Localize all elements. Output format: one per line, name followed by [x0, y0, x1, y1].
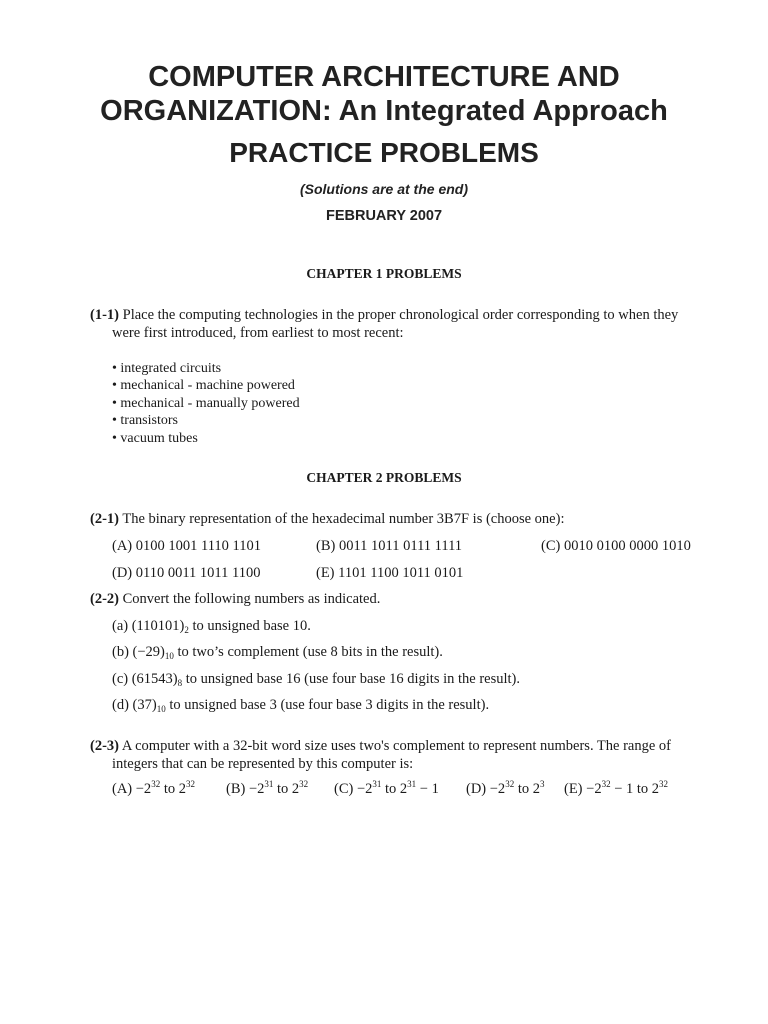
option-text: − 1 [416, 781, 439, 797]
choice-b: (B) 0011 1011 0111 1111 [316, 538, 463, 554]
subproblem-d [112, 696, 489, 714]
range-option-e [564, 780, 668, 798]
chapter-1-heading: CHAPTER 1 PROBLEMS [306, 266, 462, 281]
problem-2-3-text-cont: integers that can be represented by this computer is: [112, 756, 414, 772]
problem-text: A computer with a 32-bit word size uses two's complement to represent numbers. The range of [119, 738, 672, 754]
option-text: (A) −2 [112, 781, 152, 797]
problem-1-1 [90, 306, 678, 324]
option-text: − 1 to 2 [610, 781, 660, 797]
choice-c: (C) 0010 0100 0000 1010 [541, 538, 691, 554]
chapter-2-heading: CHAPTER 2 PROBLEMS [306, 470, 462, 485]
range-option-a [112, 780, 195, 798]
option-text: (B) −2 [226, 781, 265, 797]
list-item: • mechanical - machine powered [112, 378, 295, 393]
subproblem-a [112, 617, 311, 635]
document-subtitle: (Solutions are at the end) [299, 181, 468, 197]
option-text: to 2 [273, 781, 300, 797]
exponent: 31 [407, 779, 417, 789]
subproblem-text: (d) (37) [112, 697, 157, 713]
problem-number: (2-3) [90, 738, 119, 754]
problem-text: The binary representation of the hexadecimal number 3B7F is (choose one): [119, 511, 565, 527]
exponent: 32 [185, 779, 195, 789]
base-subscript: 10 [164, 651, 174, 661]
range-option-d [466, 780, 544, 798]
list-item: • mechanical - manually powered [112, 396, 300, 411]
exponent: 3 [539, 779, 545, 789]
problem-number: (2-2) [90, 591, 119, 607]
problem-2-3 [90, 737, 671, 755]
problem-text: Place the computing technologies in the proper chronological order corresponding to when they [119, 307, 679, 323]
subproblem-text: to unsigned base 3 (use four base 3 digits in the result). [165, 697, 490, 713]
option-text: to 2 [514, 781, 540, 797]
subproblem-text: (a) (110101) [112, 618, 185, 634]
base-subscript: 2 [184, 625, 189, 635]
exponent: 32 [659, 779, 669, 789]
problem-2-2 [90, 590, 380, 608]
subproblem-text: to two’s complement (use 8 bits in the result). [173, 644, 443, 660]
document-date: FEBRUARY 2007 [325, 208, 443, 224]
option-text: to 2 [160, 781, 186, 797]
subproblem-c [112, 670, 520, 688]
choice-d: (D) 0110 0011 1011 1100 [112, 565, 261, 581]
problem-2-1 [90, 510, 564, 528]
subproblem-text: to unsigned base 10. [188, 618, 311, 634]
document-title-line-2: ORGANIZATION: An Integrated Approach [100, 95, 668, 127]
document-title-line-1: COMPUTER ARCHITECTURE AND [148, 61, 620, 93]
base-subscript: 10 [156, 704, 166, 714]
exponent: 32 [505, 779, 515, 789]
subproblem-text: (b) (−29) [112, 644, 165, 660]
list-item: • vacuum tubes [112, 431, 198, 446]
exponent: 32 [151, 779, 161, 789]
subproblem-text: to unsigned base 16 (use four base 16 digits in the result). [182, 671, 521, 687]
exponent: 31 [372, 779, 382, 789]
exponent: 31 [264, 779, 274, 789]
option-text: (D) −2 [466, 781, 506, 797]
choice-a: (A) 0100 1001 1110 1101 [112, 538, 262, 554]
range-option-b [226, 780, 308, 798]
list-item: • integrated circuits [112, 361, 222, 376]
exponent: 32 [601, 779, 611, 789]
problem-1-1-text-cont: were first introduced, from earliest to most recent: [112, 325, 404, 341]
option-text: (E) −2 [564, 781, 602, 797]
problem-number: (1-1) [90, 307, 119, 323]
problem-text: Convert the following numbers as indicated. [119, 591, 381, 607]
exponent: 32 [299, 779, 309, 789]
document-heading: PRACTICE PROBLEMS [229, 137, 539, 168]
choice-e: (E) 1101 1100 1011 0101 [316, 565, 464, 581]
base-subscript: 8 [177, 678, 183, 688]
subproblem-text: (c) (61543) [112, 671, 178, 687]
list-item: • transistors [112, 413, 178, 428]
option-text: (C) −2 [334, 781, 373, 797]
problem-number: (2-1) [90, 511, 119, 527]
subproblem-b [112, 643, 443, 661]
option-text: to 2 [381, 781, 408, 797]
range-option-c [334, 780, 439, 798]
